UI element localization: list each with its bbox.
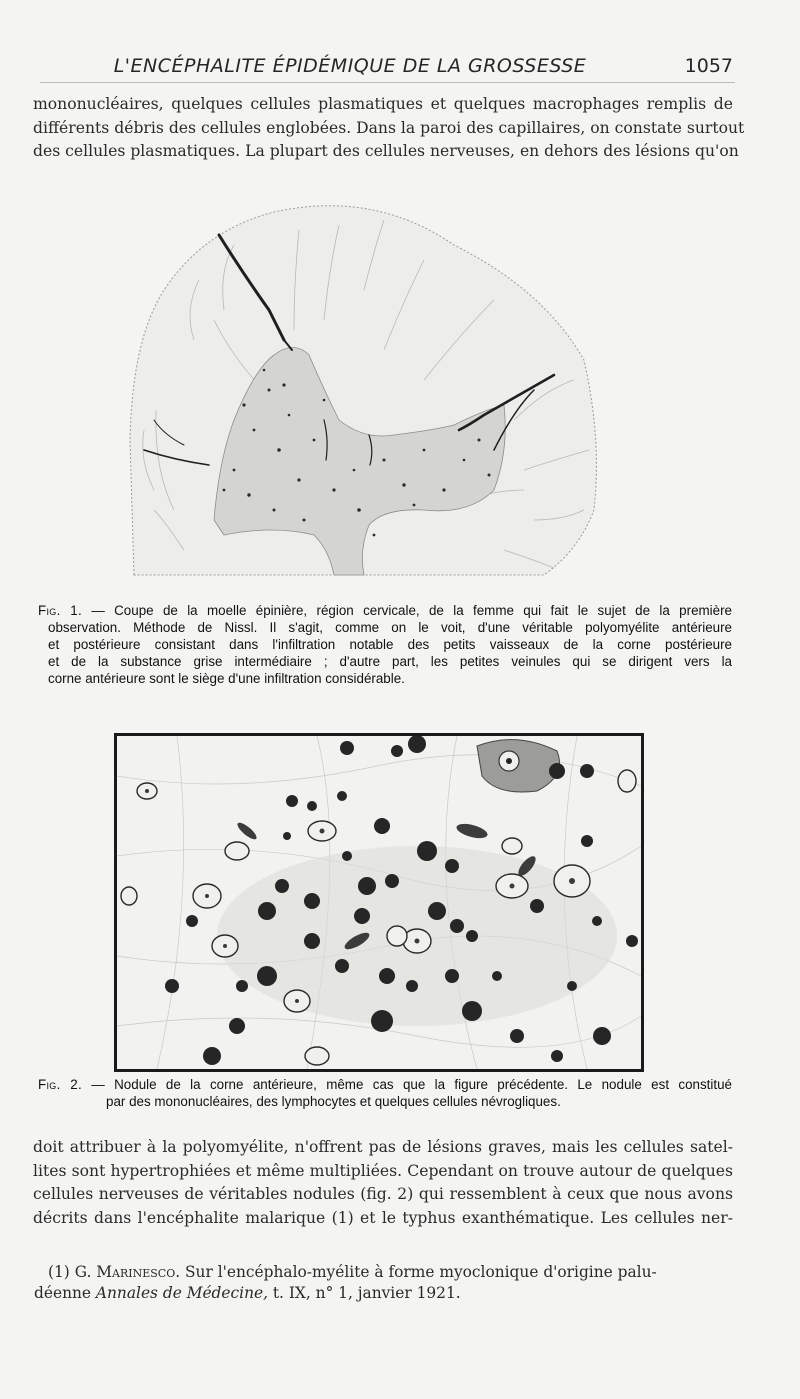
figure-1-spinal-cord-section bbox=[124, 190, 614, 585]
footnote-text: t. IX, n° 1, janvier 1921. bbox=[267, 1284, 461, 1302]
caption-line: corne antérieure sont le siège d'une infiltration considérable. bbox=[48, 671, 405, 686]
footnote-journal: Annales de Médecine, bbox=[95, 1284, 268, 1302]
footnote-marker: (1) bbox=[48, 1263, 70, 1281]
footnote-author: Marinesco. bbox=[96, 1263, 181, 1281]
running-title: L'ENCÉPHALITE ÉPIDÉMIQUE DE LA GROSSESSE bbox=[113, 55, 587, 77]
footnote-text: déenne bbox=[34, 1284, 96, 1302]
caption-line: par des mononucléaires, des lymphocytes et quelques cellules névrogliques. bbox=[106, 1094, 561, 1109]
caption-line: et postérieure consistant dans l'infiltration notable des petits vaisseaux de la corne postérieure bbox=[48, 637, 732, 652]
text-line: cellules nerveuses de véritables nodules (fig. 2) qui ressemblent à ceux que nous avons bbox=[33, 1185, 733, 1203]
caption-text: — Coupe de la moelle épinière, région cervicale, de la femme qui fait le sujet de la première bbox=[82, 603, 733, 618]
running-header bbox=[40, 52, 735, 83]
figure-2-caption bbox=[38, 1076, 732, 1110]
text-line: décrits dans l'encéphalite malarique (1) et le typhus exanthématique. Les cellules ner- bbox=[33, 1208, 733, 1227]
figure-1-caption bbox=[38, 602, 732, 687]
footnote bbox=[34, 1262, 734, 1304]
caption-line: observation. Méthode de Nissl. Il s'agit, comme on le voit, d'une véritable polyomyélite antérieure bbox=[48, 620, 732, 635]
figure-label: Fig. 2. bbox=[38, 1077, 83, 1092]
paragraph-bottom bbox=[33, 1136, 733, 1230]
figure-2-nodule-micrograph bbox=[114, 733, 644, 1072]
text-line: différents débris des cellules englobées. Dans la paroi des capillaires, on constate surtout bbox=[33, 118, 745, 137]
page-number: 1057 bbox=[684, 55, 733, 77]
text-line: mononucléaires, quelques cellules plasmatiques et quelques macrophages remplis de bbox=[33, 95, 733, 113]
footnote-text: Sur l'encéphalo-myélite à forme myoclonique d'origine palu- bbox=[180, 1263, 657, 1281]
caption-line: et de la substance grise intermédiaire ; d'autre part, les petites veinules qui se dirigent vers la bbox=[48, 654, 732, 669]
text-line: lites sont hypertrophiées et même multipliées. Cependant on trouve autour de quelques bbox=[33, 1161, 733, 1180]
figure-label: Fig. 1. bbox=[38, 603, 83, 618]
text-line: des cellules plasmatiques. La plupart des cellules nerveuses, en dehors des lésions qu'on bbox=[33, 142, 739, 160]
footnote-initial: G. bbox=[74, 1263, 92, 1281]
paragraph-top bbox=[33, 93, 745, 164]
caption-text: — Nodule de la corne antérieure, même cas que la figure précédente. Le nodule est constitué bbox=[82, 1077, 732, 1092]
text-line: doit attribuer à la polyomyélite, n'offrent pas de lésions graves, mais les cellules satel- bbox=[33, 1138, 733, 1156]
